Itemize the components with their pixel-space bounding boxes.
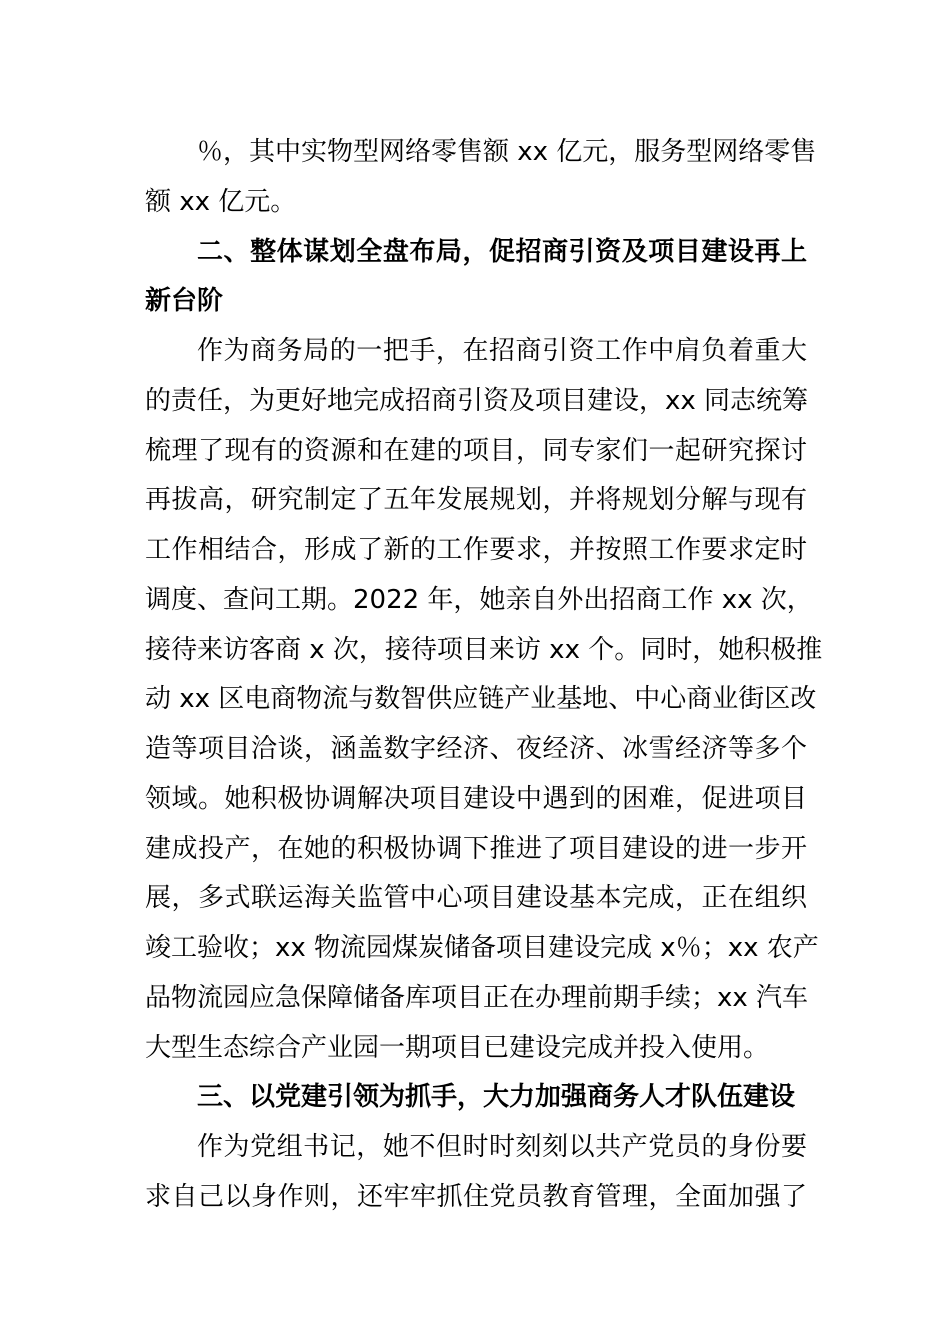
section-heading-line: 三、以党建引领为抓手，大力加强商务人才队伍建设 — [197, 1082, 796, 1113]
body-text-line: 动 xx 区电商物流与数智供应链产业基地、中心商业街区改 — [145, 684, 817, 715]
body-text-line: 竣工验收；xx 物流园煤炭储备项目建设完成 x％；xx 农产 — [145, 933, 819, 963]
body-text-line: 调度、查问工期。2022 年，她亲自外出招商工作 xx 次， — [145, 584, 813, 615]
body-text-line: 领域。她积极协调解决项目建设中遇到的困难，促进项目 — [145, 783, 807, 814]
body-text-line: 接待来访客商 x 次，接待项目来访 xx 个。同时，她积极推 — [145, 634, 823, 665]
body-text-line: 展，多式联运海关监管中心项目建设基本完成，正在组织 — [145, 883, 807, 914]
body-text-line: 造等项目洽谈，涵盖数字经济、夜经济、冰雪经济等多个 — [145, 734, 807, 764]
body-text-line: 求自己以身作则，还牢牢抓住党员教育管理，全面加强了 — [145, 1181, 807, 1212]
body-text-line: 建成投产，在她的积极协调下推进了项目建设的进一步开 — [145, 833, 807, 864]
body-text-line: ％，其中实物型网络零售额 xx 亿元，服务型网络零售 — [197, 137, 817, 167]
body-text-line: 大型生态综合产业园一期项目已建设完成并投入使用。 — [145, 1032, 770, 1063]
body-text-line: 的责任，为更好地完成招商引资及项目建设，xx 同志统筹 — [145, 385, 809, 416]
body-text-line: 品物流园应急保障储备库项目正在办理前期手续；xx 汽车 — [145, 982, 809, 1013]
body-text-line: 再拔高，研究制定了五年发展规划，并将规划分解与现有 — [145, 485, 807, 516]
body-text-line: 额 xx 亿元。 — [145, 186, 297, 217]
body-text-line: 作为商务局的一把手，在招商引资工作中肩负着重大 — [197, 336, 807, 366]
document-page — [145, 128, 823, 1223]
body-text-line: 工作相结合，形成了新的工作要求，并按照工作要求定时 — [145, 535, 807, 565]
section-heading-line: 二、整体谋划全盘布局，促招商引资及项目建设再上 — [197, 236, 807, 267]
section-heading-line: 新台阶 — [145, 286, 224, 317]
body-text-line: 作为党组书记，她不但时时刻刻以共产党员的身份要 — [197, 1132, 807, 1162]
body-text-line: 梳理了现有的资源和在建的项目，同专家们一起研究探讨 — [145, 435, 807, 466]
